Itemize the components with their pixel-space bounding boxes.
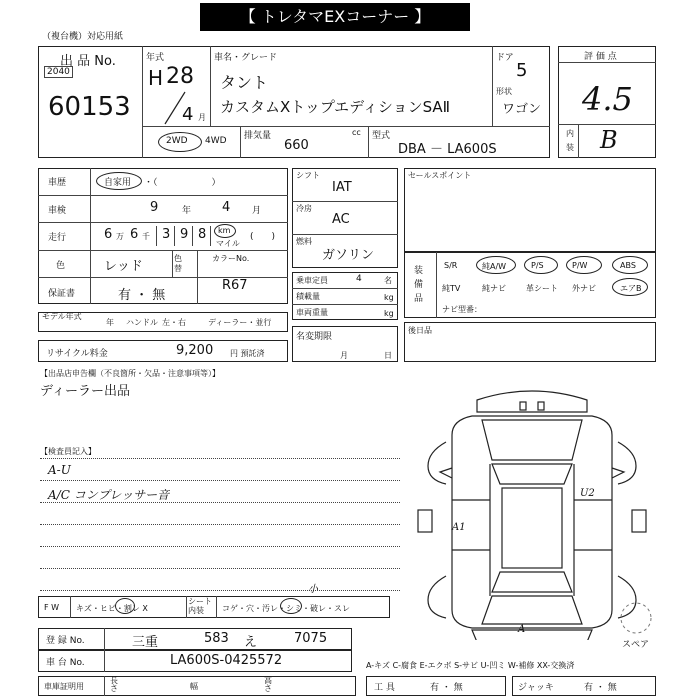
seat-items: コゲ・穴・汚レ・シミ・破レ・スレ — [222, 604, 350, 613]
color-code: R67 — [222, 278, 248, 293]
color-label: 色 — [56, 261, 66, 271]
warranty-label: 保証書 — [48, 289, 76, 299]
post-install-label: 後日品 — [408, 326, 432, 335]
equip-airbag: エアB — [620, 284, 642, 293]
fw-label: F W — [44, 603, 60, 612]
registration-v2: 583 — [204, 631, 229, 646]
copy-note: （複台機）対応用紙 — [42, 32, 124, 42]
fuel-value: ガソリン — [322, 248, 375, 263]
registration-label: 登 録 No. — [46, 636, 85, 646]
inspector-line2: A/C コンプレッサー音 — [48, 488, 170, 502]
chassis-label: 車 台 No. — [46, 658, 85, 668]
inspection-month: 4 — [222, 200, 231, 215]
car-diagram — [412, 380, 652, 640]
dealer-notes-value: ディーラー出品 — [40, 384, 130, 399]
year-month-unit: 月 — [198, 113, 206, 122]
damage-legend: A-キズ C-腐食 E-エクボ S-サビ U-凹ミ W-補修 XX-交換済 — [366, 661, 575, 670]
equip-navi-model: ナビ型番： — [442, 305, 482, 314]
mileage-u2: 千 — [142, 232, 150, 241]
recycle-label: リサイクル料金 — [46, 349, 108, 359]
displacement-label: 排気量 — [244, 131, 272, 141]
name-change-month: 月 — [340, 351, 348, 360]
inspector-label: 【検査員記入】 — [40, 447, 96, 456]
year-month: 4 — [182, 104, 194, 125]
inspection-year: 9 — [150, 200, 159, 215]
equip-leather: 革シート — [526, 284, 558, 293]
car-name-label: 車名・グレード — [214, 53, 278, 63]
tools-label: 工 具 — [374, 683, 395, 693]
tools-value: 有 ・ 無 — [430, 683, 463, 693]
score-label: 評 価 点 — [584, 52, 617, 62]
mileage-v5: 8 — [198, 227, 207, 242]
equip-ps: P/S — [531, 261, 544, 270]
sales-point-label: セールスポイント — [408, 171, 472, 180]
name-change-label: 名変期限 — [296, 332, 333, 342]
score-value: 4.5 — [582, 80, 633, 118]
cert-label: 車庫証明用 — [44, 682, 84, 691]
inspector-line1: A-U — [48, 463, 71, 477]
post-install-box — [404, 322, 656, 362]
registration-v4: 7075 — [294, 631, 328, 646]
equip-tv: 純TV — [442, 284, 461, 293]
model-row-handle-value: 左・右 — [162, 318, 186, 327]
warranty-value: 有 ・ 無 — [118, 288, 166, 303]
equipment-label: 装備品 — [414, 266, 424, 304]
jack-label: ジャッキ — [518, 683, 554, 693]
recycle-value: 9,200 — [176, 343, 214, 358]
capacity-unit: 名 — [384, 276, 392, 285]
model-row-handle: ハンドル — [126, 318, 158, 327]
capacity-value: 4 — [356, 274, 362, 284]
inspection-month-unit: 月 — [252, 206, 262, 216]
mileage-v4: 9 — [180, 227, 189, 242]
registration-v1: 三重 — [132, 635, 159, 650]
equip-pw: P/W — [572, 261, 588, 270]
load-unit: kg — [384, 293, 394, 302]
color-value: レッド — [104, 259, 143, 274]
recycle-unit: 円 預託済 — [230, 349, 265, 358]
car-grade: カスタムXトップエディションSAⅡ — [220, 98, 451, 116]
lot-ref: 2040 — [44, 66, 73, 78]
mileage-v1: 6 — [104, 227, 113, 242]
displacement-value: 660 — [284, 138, 309, 153]
mileage-v3: 3 — [162, 227, 171, 242]
cert-height: 高さ — [264, 676, 272, 693]
shift-value: IAT — [332, 180, 352, 195]
inspection-label: 車検 — [48, 206, 67, 216]
car-name: タント — [220, 73, 269, 92]
color-code-label: カラーNo. — [212, 254, 250, 263]
mileage-label: 走行 — [48, 233, 67, 243]
weight-label: 車両重量 — [296, 308, 328, 317]
lot-number: 60153 — [48, 92, 131, 122]
inspection-year-unit: 年 — [182, 206, 192, 216]
year-value: 28 — [166, 64, 194, 89]
jack-value: 有 ・ 無 — [584, 683, 617, 693]
spare-tire-icon — [618, 600, 654, 636]
mileage-v2: 6 — [130, 227, 139, 242]
aircon-value: AC — [332, 212, 350, 227]
seat-mark: 小 — [308, 584, 318, 595]
equip-abs: ABS — [620, 261, 636, 270]
diagram-mark-bottom: A — [518, 624, 526, 635]
mileage-mile: マイル — [216, 239, 240, 248]
history-private: 自家用 — [104, 178, 132, 188]
displacement-unit: cc — [352, 128, 361, 137]
drive-2wd: 2WD — [166, 136, 188, 146]
model-row-dealer: ディーラー・並行 — [208, 318, 272, 327]
doors-label: ドア — [496, 53, 514, 63]
interior-label-1: 内 — [566, 129, 574, 138]
equip-navi: 純ナビ — [482, 284, 506, 293]
aircon-label: 冷房 — [296, 204, 312, 213]
shift-label: シフト — [296, 171, 320, 180]
cert-length: 長さ — [110, 676, 118, 693]
history-rest: ・（ ） — [144, 178, 221, 188]
banner: 【 トレタマEXコーナー 】 — [200, 3, 470, 31]
year-era: H — [148, 66, 164, 90]
interior-value: B — [600, 126, 618, 154]
capacity-label: 乗車定員 — [296, 276, 328, 285]
chassis-value: LA600S-0425572 — [170, 653, 283, 668]
diagram-mark-left: A1 — [452, 522, 466, 533]
lot-label: 出 品 No. — [60, 54, 116, 69]
color-change-label: 色替 — [174, 254, 182, 273]
year-label: 年式 — [146, 53, 165, 63]
model-row-label: モデル年式 — [42, 312, 82, 321]
model-code-label: 型式 — [372, 131, 391, 141]
name-change-day: 日 — [384, 351, 392, 360]
fw-items: キズ・ヒビ・割レ X — [76, 604, 148, 613]
cert-width: 幅 — [190, 682, 198, 691]
mileage-u1: 万 — [116, 232, 124, 241]
interior-label-2: 装 — [566, 143, 574, 152]
registration-v3: え — [244, 635, 258, 650]
body-label: 形状 — [496, 87, 512, 96]
drive-4wd: 4WD — [205, 136, 227, 146]
body-value: ワゴン — [502, 102, 542, 117]
spare-label: スペア — [622, 640, 650, 650]
dealer-notes-label: 【出品店申告欄（不良箇所・欠品・注意事項等）】 — [40, 369, 220, 378]
equip-aw: 純A/W — [482, 262, 507, 271]
weight-unit: kg — [384, 309, 394, 318]
seat-label: シート内装 — [188, 597, 212, 615]
mileage-km: km — [218, 226, 231, 235]
model-row-year-unit: 年 — [106, 318, 114, 327]
equip-ext-navi: 外ナビ — [572, 284, 596, 293]
model-code-value: DBA － LA600S — [398, 142, 497, 157]
equip-sr: S/R — [444, 261, 458, 270]
doors-value: 5 — [516, 60, 528, 81]
fuel-label: 燃料 — [296, 237, 312, 246]
diagram-mark-right: U2 — [580, 488, 595, 499]
load-label: 積載量 — [296, 292, 320, 301]
history-label: 車歴 — [48, 178, 67, 188]
